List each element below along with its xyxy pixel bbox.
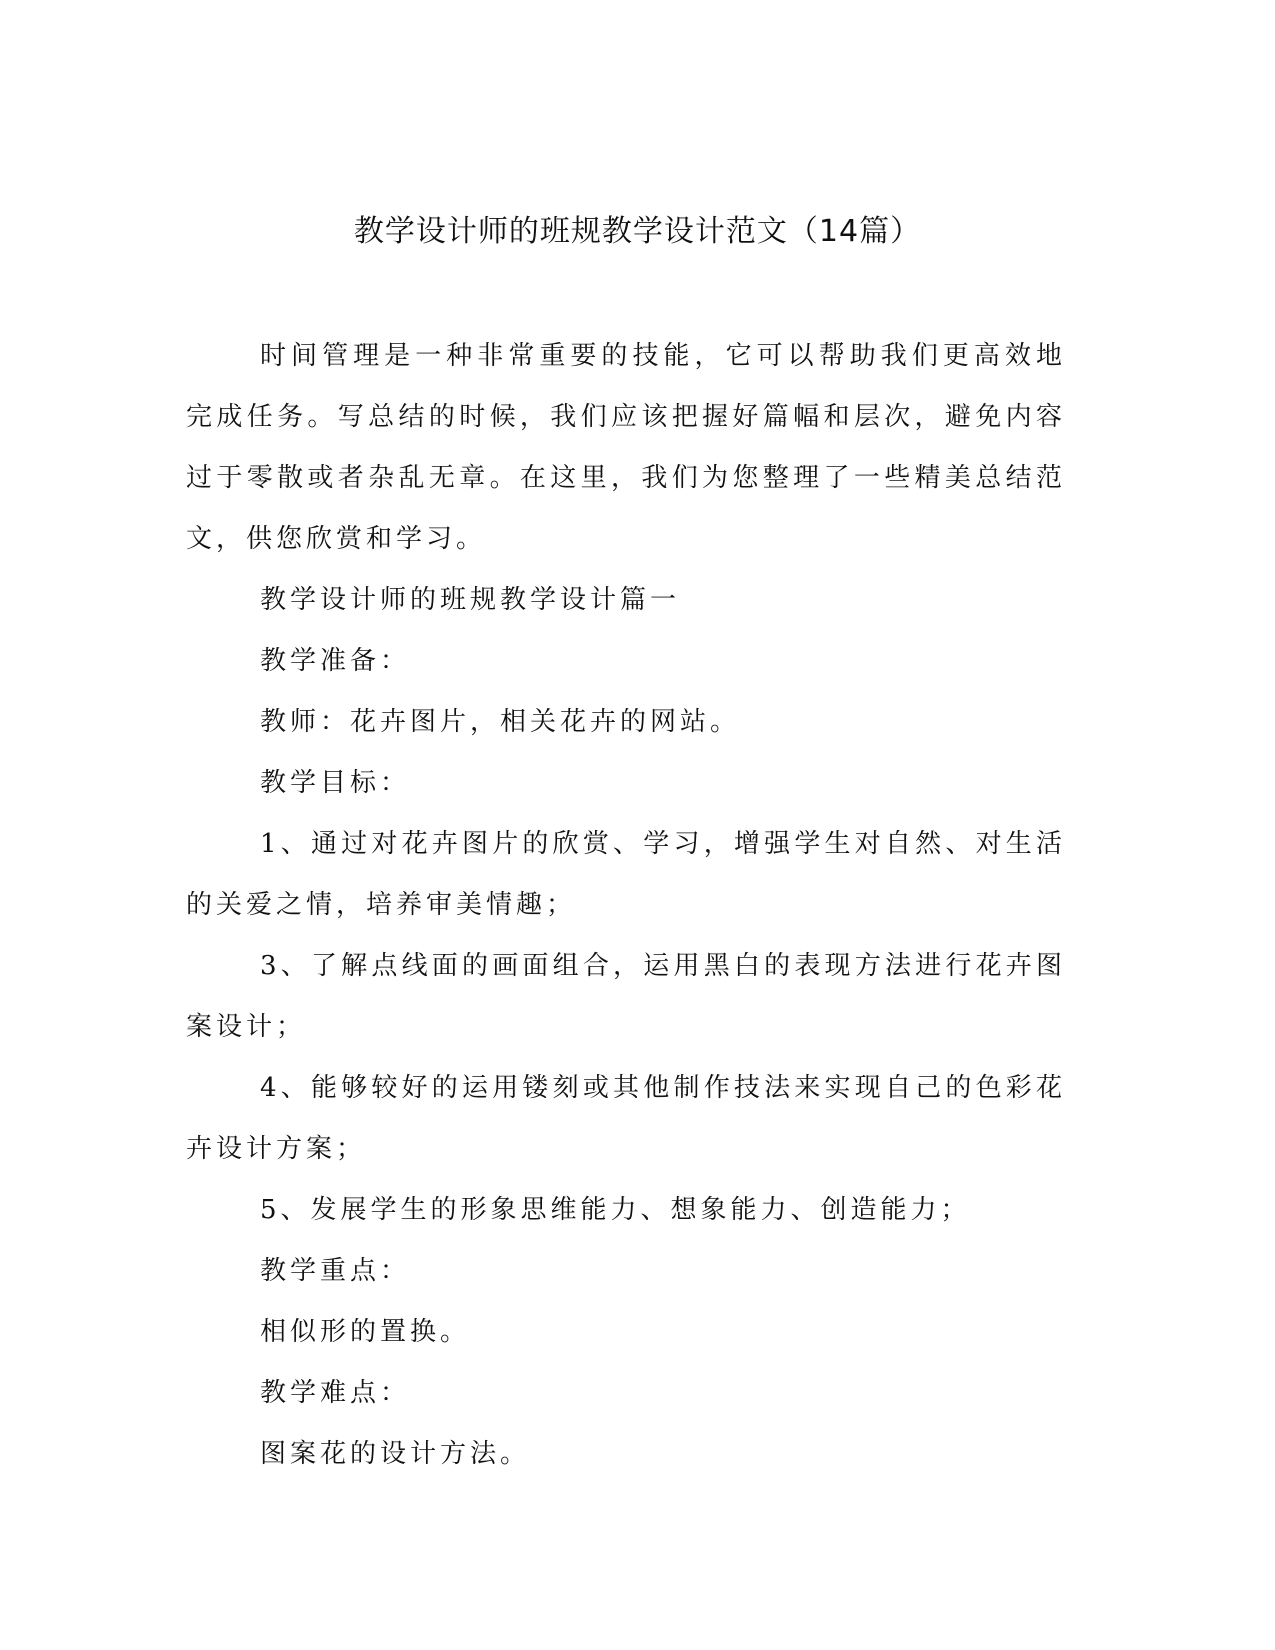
intro-paragraph: 时间管理是一种非常重要的技能，它可以帮助我们更高效地完成任务。写总结的时候，我们应该把握好篇幅和层次，避免内容过于零散或者杂乱无章。在这里，我们为您整理了一些精美总结范文，供您欣赏和学习。	[186, 341, 1066, 554]
objective-item: 1、通过对花卉图片的欣赏、学习，增强学生对自然、对生活的关爱之情，培养审美情趣；	[186, 829, 1066, 920]
key-points-heading: 教学重点：	[260, 1256, 411, 1286]
objectives-heading: 教学目标：	[260, 768, 411, 798]
section-heading: 教学设计师的班规教学设计篇一	[260, 585, 681, 615]
difficulty-heading: 教学难点：	[260, 1378, 411, 1408]
objective-item: 3、了解点线面的画面组合，运用黑白的表现方法进行花卉图案设计；	[186, 951, 1066, 1042]
difficulty-text: 图案花的设计方法。	[260, 1439, 531, 1469]
objective-item: 5、发展学生的形象思维能力、想象能力、创造能力；	[260, 1195, 971, 1225]
teacher-materials: 教师：花卉图片，相关花卉的网站。	[260, 707, 741, 737]
document-title: 教学设计师的班规教学设计范文（14篇）	[353, 214, 922, 249]
objective-item: 4、能够较好的运用镂刻或其他制作技法来实现自己的色彩花卉设计方案；	[186, 1073, 1066, 1164]
document-body	[186, 326, 1066, 1485]
key-points-text: 相似形的置换。	[260, 1317, 471, 1347]
preparation-heading: 教学准备：	[260, 646, 411, 676]
